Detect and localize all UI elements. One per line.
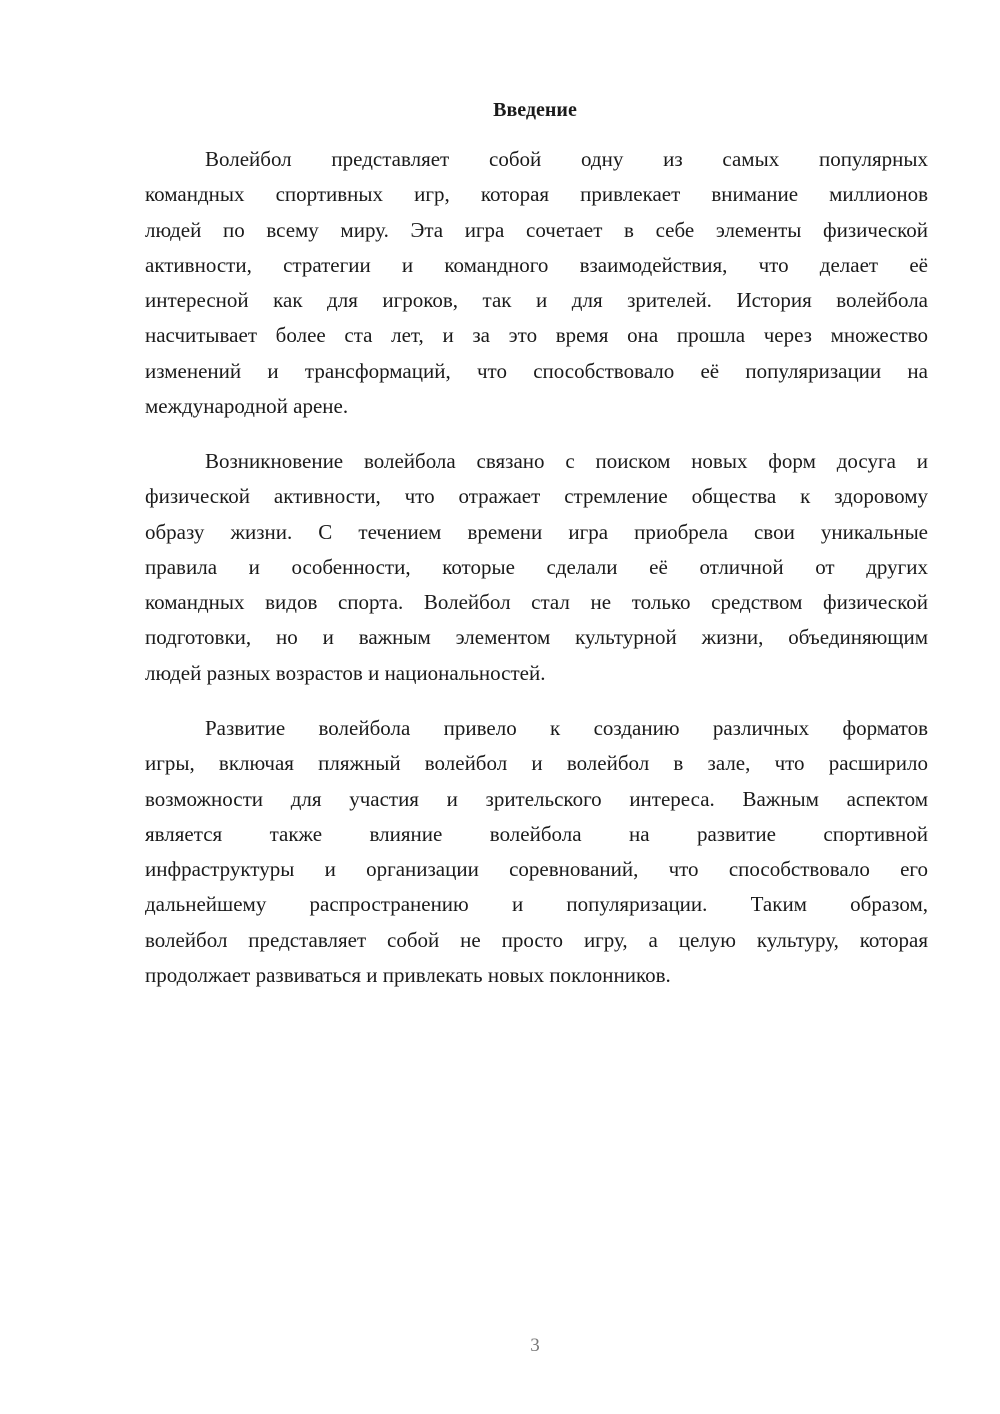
text-line: возможности для участия и зрительского интереса. Важным аспектом (145, 786, 928, 811)
text-line: игры, включая пляжный волейбол и волейбол в зале, что расширило (145, 751, 928, 776)
paragraph (145, 711, 928, 993)
text-line: волейбол представляет собой не просто игру, а целую культуру, которая (145, 927, 928, 952)
paragraph (145, 142, 928, 424)
text-line: Волейбол представляет собой одну из самых популярных (205, 147, 928, 171)
text-line: Развитие волейбола привело к созданию различных форматов (205, 716, 928, 740)
text-line: инфраструктуры и организации соревнований, что способствовало его (145, 857, 928, 882)
text-line: насчитывает более ста лет, и за это время она прошла через множество (145, 323, 928, 348)
text-line: физической активности, что отражает стремление общества к здоровому (145, 484, 928, 509)
text-line: командных спортивных игр, которая привлекает внимание миллионов (145, 182, 928, 207)
text-line: изменений и трансформаций, что способствовало её популяризации на (145, 358, 928, 383)
section-heading: Введение (493, 99, 577, 121)
text-line: Возникновение волейбола связано с поиском новых форм досуга и (205, 449, 928, 473)
text-line: людей по всему миру. Эта игра сочетает в себе элементы физической (145, 217, 928, 242)
text-line: подготовки, но и важным элементом культурной жизни, объединяющим (145, 625, 928, 650)
text-line: правила и особенности, которые сделали её отличной от других (145, 554, 928, 579)
text-line: активности, стратегии и командного взаимодействия, что делает её (145, 252, 928, 277)
text-line: дальнейшему распространению и популяризации. Таким образом, (145, 892, 928, 917)
page-number: 3 (530, 1335, 540, 1356)
text-line: является также влияние волейбола на развитие спортивной (145, 821, 928, 846)
text-line: международной арене. (145, 394, 349, 419)
text-line: продолжает развиваться и привлекать новых поклонников. (145, 963, 671, 988)
text-line: образу жизни. С течением времени игра приобрела свои уникальные (145, 519, 928, 544)
text-line: людей разных возрастов и национальностей. (145, 660, 546, 685)
paragraph (145, 444, 928, 691)
text-line: интересной как для игроков, так и для зрителей. История волейбола (145, 288, 928, 313)
text-line: командных видов спорта. Волейбол стал не только средством физической (145, 590, 928, 615)
